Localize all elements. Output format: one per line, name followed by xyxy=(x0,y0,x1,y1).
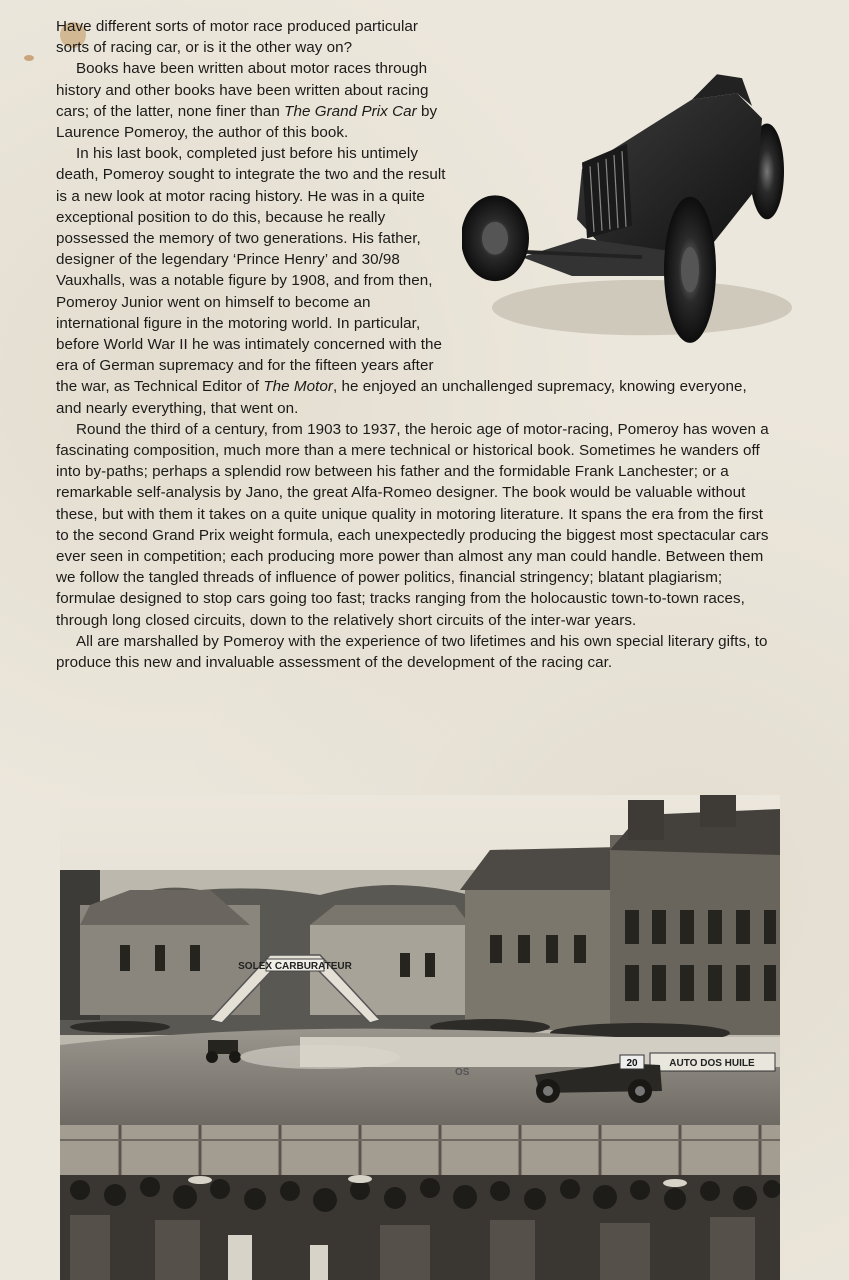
magazine-title: The Motor xyxy=(263,378,333,396)
spectator-crowd xyxy=(60,1175,780,1280)
banner-text: AUTO DOS HUILE xyxy=(669,1058,755,1069)
paragraph-text: by Laurence Pomeroy, the author of this book. xyxy=(56,102,438,142)
car-number: 20 xyxy=(626,1058,638,1069)
blurb-text xyxy=(56,16,776,673)
paragraph-text: In his last book, completed just before his untimely death, Pomeroy sought to integrate the two and the result is a new look at motor racing history. He was in a quite exceptional position to do this, because he really possessed the memory of two generations. His father, designer of the legendary ‘Prince Henry’ and 30/98 Vauxhalls, was a notable figure by 1908, and from then, Pomeroy Junior went on himself to become an international figure in the motoring world. In particular, before World War II he was intimately concerned with the era of German supremacy and for the fifteen years after the war, as Technical Editor of xyxy=(56,145,446,396)
paragraph-text: Books have been written about motor races through history and other books have been written about racing cars; of the latter, none finer than xyxy=(56,60,429,120)
paragraph-text: , he enjoyed an unchallenged supremacy, knowing everyone, and nearly everything, that went on. xyxy=(56,378,747,417)
bridge-sign-text: SOLEX CARBURATEUR xyxy=(238,961,352,972)
wooden-fence xyxy=(60,1125,780,1175)
book-title: The Grand Prix Car xyxy=(284,102,417,120)
racing-car-photo xyxy=(462,68,792,358)
blurb-paragraph: Have different sorts of motor race produced particular sorts of racing car, or is it the other way on? xyxy=(56,18,419,57)
banner-left-text: OS xyxy=(455,1067,470,1078)
vintage-race-photo xyxy=(60,795,780,1280)
blurb-paragraph: All are marshalled by Pomeroy with the experience of two lifetimes and his own special literary gifts, to produce this new and invaluable assessment of the development of the racing car. xyxy=(56,632,768,672)
paper-stain xyxy=(24,55,34,61)
blurb-paragraph: Round the third of a century, from 1903 to 1937, the heroic age of motor-racing, Pomeroy has woven a fascinating composition, much more than a mere technical or historical book. Sometimes he wanders off into by-paths; perhaps a splendid row between his father and the formidable Frank Lanchester; or a remarkable self-analysis by Jano, the great Alfa-Romeo designer. The book would be valuable without these, but with them it takes on a quite unique quality in motoring literature. It spans the era from the first to the second Grand Prix weight formula, each unexpectedly producing the biggest most spectacular cars ever seen in competition; each producing more power than almost any man could handle. Between them we follow the tangled threads of influence of power politics, financial stringency; blatant plagiarism; formulae designed to stop cars going too fast; tracks ranging from the holocaustic town-to-town races, through long closed circuits, down to the relatively short circuits of the inter-war years. xyxy=(56,420,769,629)
